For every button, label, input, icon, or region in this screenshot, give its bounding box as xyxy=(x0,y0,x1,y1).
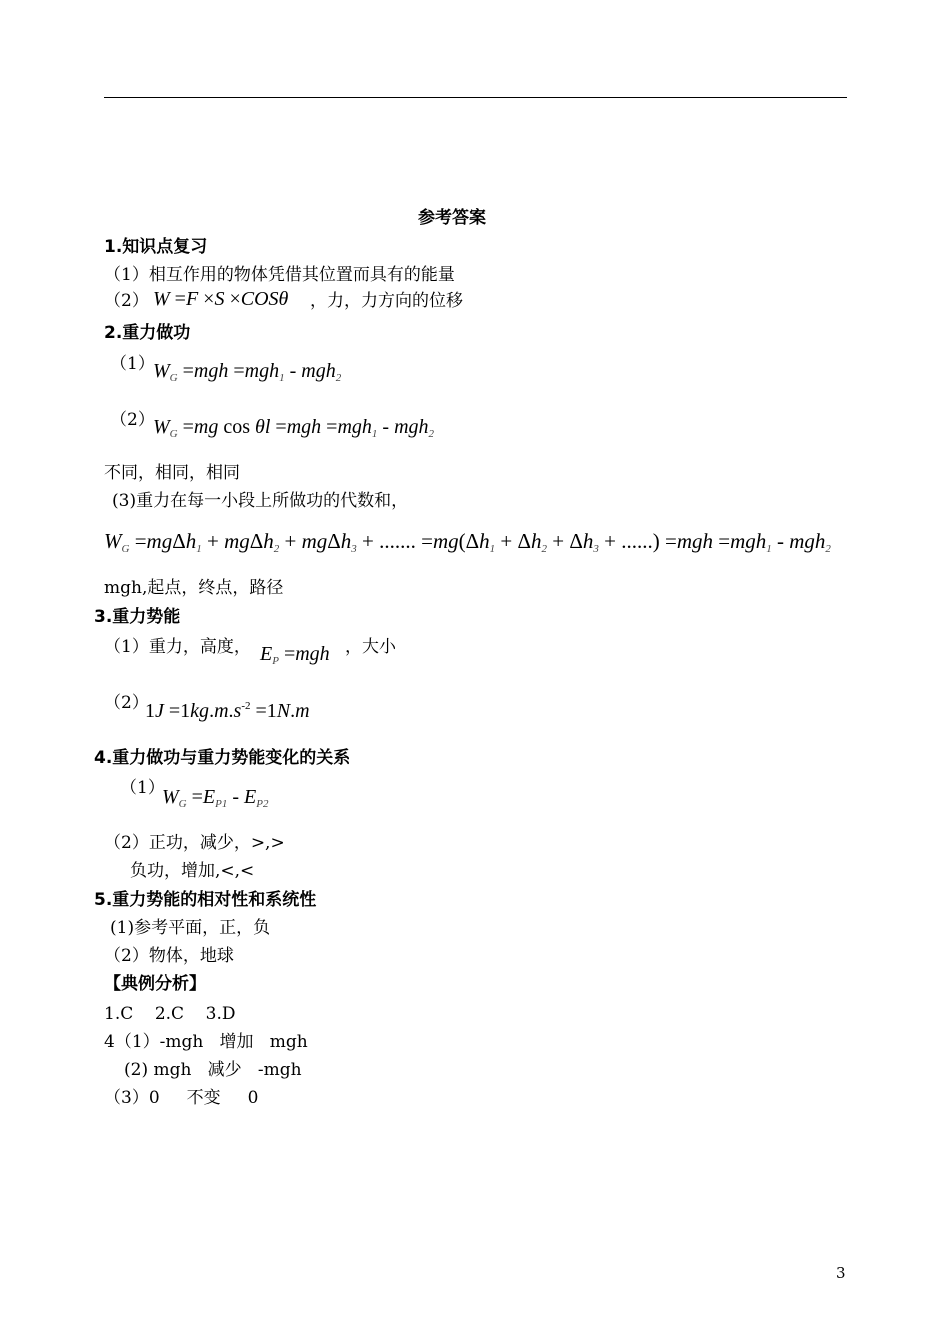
examples-line4: （3）0 不变 0 xyxy=(104,1088,259,1108)
s2-line3: 不同，相同，相同 xyxy=(104,463,240,483)
s2-item1-prefix: （1） xyxy=(110,354,155,374)
header-rule xyxy=(104,97,847,98)
examples-line2: 4（1）-mgh 增加 mgh xyxy=(104,1032,308,1052)
s2-line6: mgh,起点，终点，路径 xyxy=(104,578,284,598)
section-1-heading: 1.知识点复习 xyxy=(104,237,208,257)
s3-item1-suffix: ，大小 xyxy=(345,637,396,657)
s2-item2-formula: $W_G =mg$ cos θl =mgh =mgh$_1$ - mgh$_2$ xyxy=(153,416,435,440)
examples-heading: 【典例分析】 xyxy=(104,974,206,994)
s2-item2-prefix: （2） xyxy=(110,410,155,430)
s2-sum-formula: $W_G =mg\Delta h_1 + mg\Delta h_2 + mg\Delta h_3$ + ....... $=mg(\Delta h_1 + \Delta h_2 + \Delta h_3$ + ......) =mgh =mgh$_1$ - mgh$_2$ xyxy=(104,529,831,555)
page-title: 参考答案 xyxy=(418,208,486,228)
s4-item2: （2）正功，减少，>,> xyxy=(104,833,285,853)
s1-item1: （1）相互作用的物体凭借其位置而具有的能量 xyxy=(104,265,455,285)
s1-item2-suffix: ，力，力方向的位移 xyxy=(310,291,463,311)
section-3-heading: 3.重力势能 xyxy=(94,607,181,627)
s4-item1-formula: $W_G =E_{P1} - E_{P2}$ xyxy=(162,786,269,810)
section-4-heading: 4.重力做功与重力势能变化的关系 xyxy=(94,748,351,768)
s4-item3: 负功，增加,<,< xyxy=(130,861,255,881)
s2-line4: (3)重力在每一小段上所做功的代数和， xyxy=(112,491,409,511)
s3-item1-formula: $E_P =mgh$ xyxy=(260,643,330,667)
s4-item1-prefix: （1） xyxy=(120,778,165,798)
examples-line1: 1.C 2.C 3.D xyxy=(104,1004,236,1024)
s5-item2: （2）物体，地球 xyxy=(104,946,234,966)
examples-line3: (2) mgh 减少 -mgh xyxy=(124,1060,302,1080)
section-2-heading: 2.重力做功 xyxy=(104,323,191,343)
s3-item2-formula: $1J =1kg.m.s^{-2} =1N.m$ xyxy=(145,700,310,722)
s2-item1-formula: $W_G =mgh =mgh_1 - mgh_2$ xyxy=(153,360,342,384)
s1-item2-prefix: （2） xyxy=(104,291,149,311)
s1-item2-formula: W =F ×S ×COSθ xyxy=(153,288,289,310)
s5-item1: (1)参考平面，正，负 xyxy=(110,918,271,938)
section-5-heading: 5.重力势能的相对性和系统性 xyxy=(94,890,317,910)
s3-item2-prefix: （2） xyxy=(104,693,149,713)
s3-item1-prefix: （1）重力，高度， xyxy=(104,637,251,657)
page-number: 3 xyxy=(836,1264,846,1282)
